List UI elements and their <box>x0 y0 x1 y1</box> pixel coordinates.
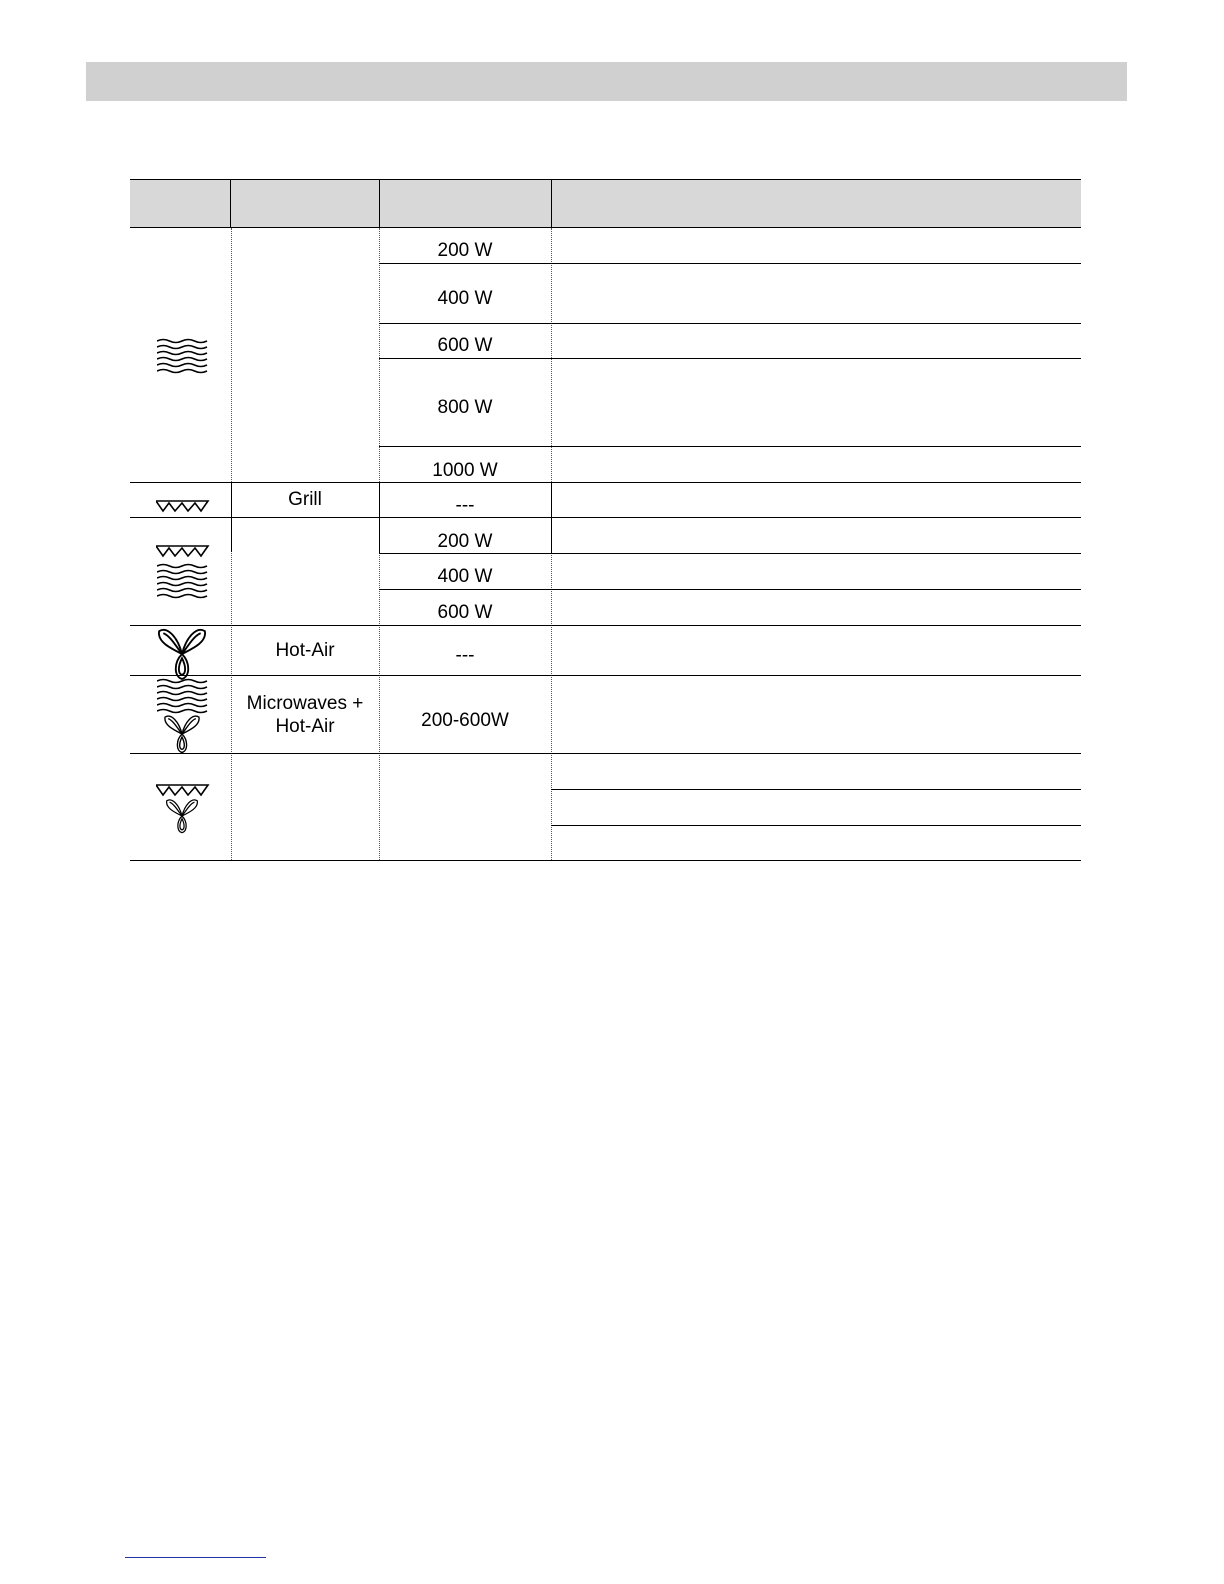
power-600w: 600 W <box>437 335 493 356</box>
microwave-waves-icon <box>157 563 209 599</box>
table-grid-line <box>551 179 552 228</box>
power-grill-hot-air <box>379 753 551 860</box>
footnote-rule <box>125 1557 266 1558</box>
power-200w: 200 W <box>437 531 493 552</box>
power-400w: 400 W <box>437 566 493 587</box>
header-power <box>379 179 551 228</box>
mode-grill-hot-air <box>231 753 379 860</box>
table-grid-line <box>551 483 552 553</box>
header-use <box>551 179 1081 228</box>
grill-icon <box>156 545 210 559</box>
grill-icon <box>156 784 210 798</box>
power-200w: 200 W <box>437 240 493 261</box>
mode-line: Microwaves + <box>246 693 364 714</box>
table-grid-line <box>230 179 231 228</box>
table-grid-line <box>130 860 1081 861</box>
page-header-bar <box>86 62 1127 101</box>
fan-icon <box>163 798 201 834</box>
header-symbol <box>130 179 230 228</box>
mode-line: Hot-Air <box>275 716 335 737</box>
mode-microwave <box>231 228 379 482</box>
microwave-waves-icon <box>157 338 209 374</box>
table-grid-line <box>551 789 1081 790</box>
microwave-waves-icon <box>157 678 209 714</box>
fan-icon <box>155 627 209 681</box>
power-800w: 800 W <box>437 396 493 418</box>
mode-grill: Grill <box>288 489 322 510</box>
table-grid-line <box>130 675 1081 676</box>
header-mode <box>231 179 379 228</box>
table-grid-line <box>379 179 380 228</box>
mode-grill-microwave <box>231 518 379 625</box>
fan-icon <box>159 714 205 754</box>
power-hot-air: --- <box>455 644 475 666</box>
mode-hot-air: Hot-Air <box>275 639 335 661</box>
power-400w: 400 W <box>437 287 493 309</box>
power-microwave-hot-air: 200-600W <box>421 709 509 731</box>
power-grill: --- <box>455 495 475 516</box>
power-1000w: 1000 W <box>432 459 498 481</box>
mode-microwave-hot-air <box>231 678 379 752</box>
grill-icon <box>156 500 210 514</box>
table-grid-line <box>551 825 1081 826</box>
power-600w: 600 W <box>437 602 493 623</box>
